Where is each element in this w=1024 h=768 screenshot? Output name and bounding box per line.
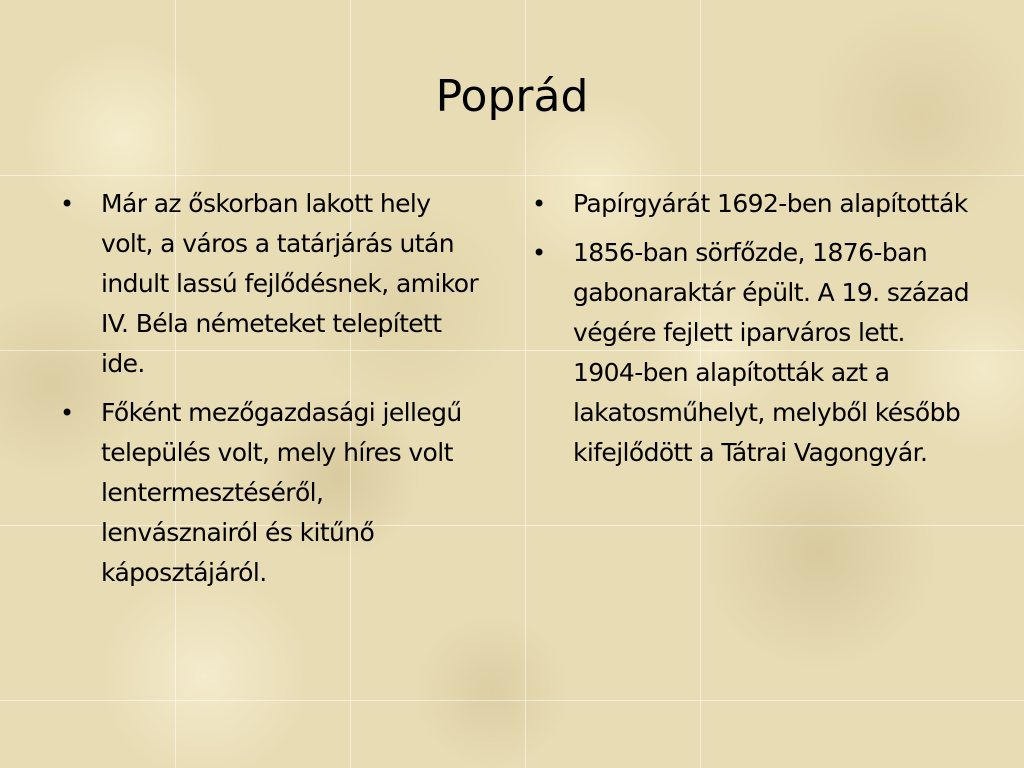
bullet-icon: • xyxy=(60,399,74,427)
list-item xyxy=(528,233,978,473)
slide-title: Poprád xyxy=(435,71,589,122)
list-item xyxy=(56,393,486,593)
bullet-icon: • xyxy=(60,190,74,218)
list-item xyxy=(528,184,978,224)
bullet-icon: • xyxy=(532,190,546,218)
list-item-text: Főként mezőgazdasági jellegű település volt, mely híres volt lentermesztéséről, lenvásznairól és kitűnő káposztájáról. xyxy=(101,398,462,587)
right-bullet-list xyxy=(528,184,978,482)
left-bullet-list xyxy=(56,184,486,602)
list-item-text: Már az őskorban lakott hely volt, a város a tatárjárás után indult lassú fejlődésnek, amikor IV. Béla németeket telepített ide. xyxy=(101,189,479,378)
texture-seam xyxy=(0,175,1024,176)
list-item-text: 1856-ban sörfőzde, 1876-ban gabonaraktár épült. A 19. század végére fejlett iparváros lett. 1904-ben alapították azt a lakatosműhelyt, melyből később kifejlődött a Tátrai Vagongyár. xyxy=(573,238,970,467)
list-item-text: Papírgyárát 1692-ben alapították xyxy=(573,189,968,218)
list-item xyxy=(56,184,486,384)
bullet-icon: • xyxy=(532,239,546,267)
texture-seam xyxy=(0,700,1024,701)
